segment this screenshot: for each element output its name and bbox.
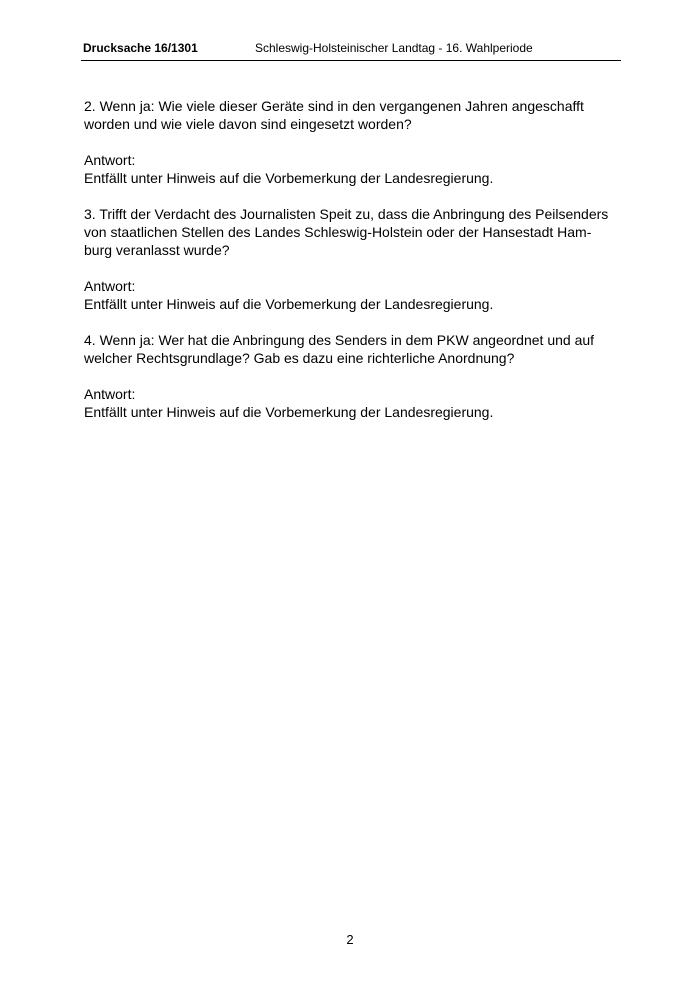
question-2 [84, 97, 614, 133]
answer-2-label: Antwort: [84, 152, 136, 168]
page-header [81, 38, 621, 61]
document-number: Drucksache 16/1301 [83, 41, 198, 55]
answer-3-text: Entfällt unter Hinweis auf die Vorbemerkung der Landesregierung. [84, 296, 494, 312]
question-3 [84, 205, 614, 259]
answer-3 [84, 277, 614, 313]
question-4 [84, 331, 614, 367]
question-4-line-2: welcher Rechtsgrundlage? Gab es dazu eine richterliche Anordnung? [84, 350, 515, 366]
page-number: 2 [346, 932, 354, 947]
answer-2 [84, 151, 614, 187]
question-2-line-2: worden und wie viele davon sind eingesetzt worden? [84, 116, 412, 132]
question-3-line-3: burg veranlasst wurde? [84, 242, 230, 258]
answer-3-label: Antwort: [84, 278, 136, 294]
answer-2-text: Entfällt unter Hinweis auf die Vorbemerkung der Landesregierung. [84, 170, 494, 186]
question-4-line-1: 4. Wenn ja: Wer hat die Anbringung des Senders in dem PKW angeordnet und auf [84, 332, 595, 348]
header-title: Schleswig-Holsteinischer Landtag - 16. Wahlperiode [255, 41, 533, 55]
answer-4-text: Entfällt unter Hinweis auf die Vorbemerkung der Landesregierung. [84, 404, 494, 420]
answer-4-label: Antwort: [84, 386, 136, 402]
question-2-line-1: 2. Wenn ja: Wie viele dieser Geräte sind in den vergangenen Jahren angeschafft [84, 98, 584, 114]
document-body [84, 97, 614, 439]
answer-4 [84, 385, 614, 421]
question-3-line-2: von staatlichen Stellen des Landes Schleswig-Holstein oder der Hansestadt Ham- [84, 224, 592, 240]
question-3-line-1: 3. Trifft der Verdacht des Journalisten Speit zu, dass die Anbringung des Peilsenders [84, 206, 609, 222]
